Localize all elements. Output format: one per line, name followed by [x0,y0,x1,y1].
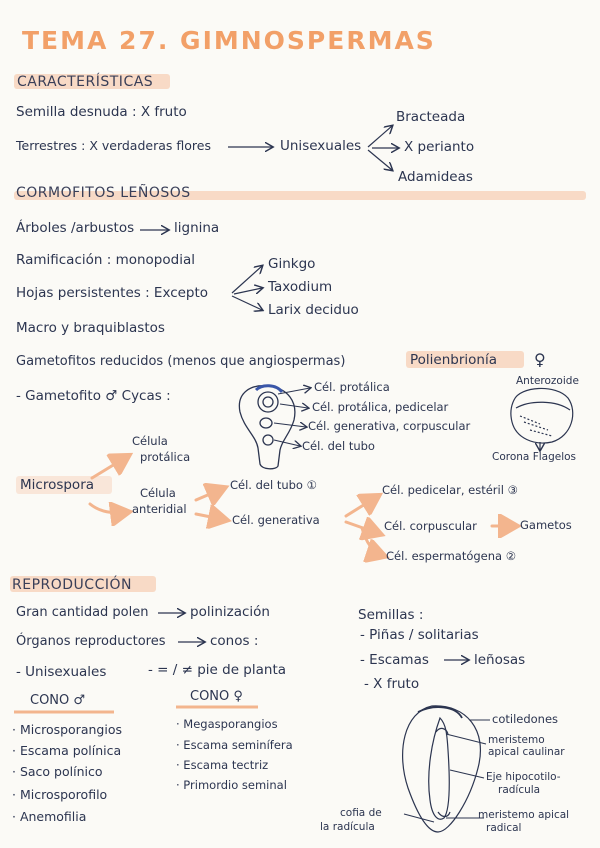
cono-f-item: · Primordio seminal [176,778,287,792]
larix-label: Larix deciduo [268,302,359,318]
macro-line: Macro y braquiblastos [16,320,165,336]
cono-m-item: · Microsporofilo [12,787,108,802]
corona-flagelos-label: Corona Flagelos [492,451,577,463]
ginkgo-label: Ginkgo [268,256,316,272]
celula-anteridial-line1: Célula [140,486,176,500]
arboles-line: Árboles /arbustos [16,220,135,236]
bracteada-label: Bracteada [396,109,466,125]
cono-m-title: CONO ♂ [30,693,86,708]
semillas-item-pinas: - Piñas / solitarias [360,627,479,643]
gametofitos-line: Gametofitos reducidos (menos que angiospermas) [16,354,346,369]
organos-line: Órganos reproductores [16,634,166,649]
seed-label-eje: Eje hipocotilo- [486,771,561,783]
excepto-branch-arrows [232,266,262,310]
semilla-desnuda-line: Semilla desnuda : X fruto [16,104,187,120]
cono-f-item: · Escama seminífera [176,738,293,752]
unisexuales-repro-line: - Unisexuales [16,664,107,680]
perianto-label: X perianto [404,139,475,155]
microspora-label: Microspora [20,477,95,493]
heading-cormofitos: CORMOFITOS LEÑOSOS [16,185,191,201]
adamideas-label: Adamideas [398,169,473,185]
seed-label-meristemo: meristemo [488,734,545,746]
conos-label: conos : [210,633,259,649]
cono-m-item: · Saco polínico [12,764,103,779]
seed-label-radicula: radícula [498,784,541,796]
cel-tubo-label: Cél. del tubo ① [230,478,317,492]
celula-protalica-line1: Célula [132,434,168,448]
polienbrionia-label: Polienbrionía [410,352,497,368]
cono-m-item: · Anemofilia [12,809,87,824]
gametofito-cycas-label: - Gametofito ♂ Cycas : [16,388,171,404]
cycas-cell-protalica: Cél. protálica [314,380,390,394]
lignina-label: lignina [174,220,220,236]
cono-f-title: CONO ♀ [190,689,243,704]
anterozoide-label: Anterozoide [516,375,579,387]
female-symbol: ♀ [534,350,546,369]
page-title: TEMA 27. GIMNOSPERMAS [22,26,436,55]
cycas-cell-generativa: Cél. generativa, corpuscular [308,419,471,433]
celula-protalica-line2: protálica [140,450,191,464]
seed-label-cofia-line1: cofia de [340,807,382,819]
cono-m-item: · Escama polínica [12,743,122,758]
cono-m-item: · Microsporangios [12,722,122,737]
cycas-pollen-drawing [239,386,294,469]
seed-label-cotiledones: cotiledones [492,712,559,726]
heading-reproduccion: REPRODUCCIÓN [12,577,132,593]
heading-caracteristicas: CARACTERÍSTICAS [17,74,154,90]
cycas-cell-tubo: Cél. del tubo [302,439,375,453]
cel-generativa-label: Cél. generativa [232,513,320,527]
unisexuales-label: Unisexuales [280,138,362,154]
taxodium-label: Taxodium [268,279,333,295]
seed-label-radical: radical [486,822,522,834]
seed-label-apical-caulinar: apical caulinar [488,746,565,758]
polinizacion-label: polinización [190,604,270,620]
semillas-title: Semillas : [358,607,424,623]
semillas-item-fruto: - X fruto [364,676,420,692]
cycas-cell-pedicelar: Cél. protálica, pedicelar [312,400,449,414]
cono-f-item: · Megasporangios [176,717,278,731]
seed-label-meristemo-apical: meristemo apical [478,809,570,821]
pie-planta-line: - = / ≠ pie de planta [148,662,287,678]
ramificacion-line: Ramificación : monopodial [16,252,195,268]
polen-line: Gran cantidad polen [16,605,149,620]
cel-corpuscular-label: Cél. corpuscular [384,519,477,533]
celula-anteridial-line2: anteridial [132,502,187,516]
cycas-cell-arrows [274,388,310,446]
anterozoide-drawing [511,388,573,450]
cel-espermatogena-label: Cél. espermatógena ② [386,549,517,563]
cono-f-item: · Escama tectriz [176,758,269,772]
cel-pedicelar-label: Cél. pedicelar, estéril ③ [382,483,518,497]
seed-label-cofia-line2: la radícula [320,821,375,833]
hojas-line: Hojas persistentes : Excepto [16,285,209,301]
terrestres-line: Terrestres : X verdaderas flores [16,138,211,153]
semillas-item-lenosas: leñosas [474,652,526,668]
gametos-label: Gametos [520,518,572,532]
semillas-item-escamas: - Escamas [360,652,429,668]
seed-drawing [403,706,481,832]
